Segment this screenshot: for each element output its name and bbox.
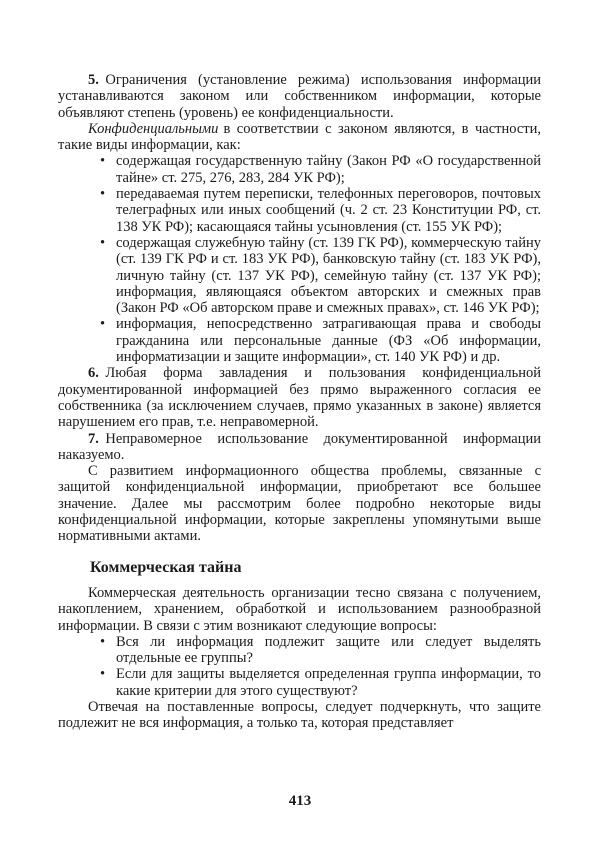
bullet-icon: • xyxy=(100,234,106,251)
list-item-question-1 xyxy=(58,634,541,667)
text-block xyxy=(58,72,541,732)
paragraph-commercial-activity xyxy=(58,585,541,634)
list-item-state-secret xyxy=(58,153,541,186)
paragraph-item-7 xyxy=(58,431,541,464)
list-item-text: Вся ли информация подлежит защите или следует выделять отдельные ее группы? xyxy=(116,633,541,667)
paragraph-number: 6. xyxy=(88,365,99,382)
emphasized-term: Конфиденциальными xyxy=(88,120,219,137)
paragraph-text: С развитием информационного общества проблемы, связанные с защитой конфиденциальной информации, приобретают все большее значение. Далее мы рассмотрим более подробно некоторые виды конфиденциальной информации, которые закреплены упомянутыми выше нормативными актами. xyxy=(58,463,541,545)
page-number: 413 xyxy=(288,793,312,809)
paragraph-answering xyxy=(58,699,541,732)
section-heading-commercial-secret: Коммерческая тайна xyxy=(90,558,242,576)
paragraph-text: Ограничения (установление режима) использования информации устанавливаются законом или собственником информации, которые объявляют степень (уровень) ее конфиденциальности. xyxy=(58,72,541,121)
paragraph-number: 7. xyxy=(88,430,99,447)
paragraph-item-6 xyxy=(58,365,541,430)
bullet-icon: • xyxy=(100,316,106,333)
list-item-official-secret xyxy=(58,235,541,316)
paragraph-text: в соответствии с законом являются, в частности, такие виды информации, как: xyxy=(58,120,541,154)
list-item-personal-data xyxy=(58,316,541,365)
paragraph-text: Коммерческая деятельность организации тесно связана с получением, накоплением, хранением, обработкой и использованием разнообразной информации. В связи с этим возникают следующие вопросы: xyxy=(58,584,541,634)
list-item-text: Если для защиты выделяется определенная группа информации, то какие критерии для этого существуют? xyxy=(116,666,541,699)
list-item-text: содержащая государственную тайну (Закон РФ «О государственной тайне» ст. 275, 276, 283, 284 УК РФ); xyxy=(116,153,541,186)
bullet-icon: • xyxy=(100,153,106,170)
paragraph-item-5 xyxy=(58,72,541,121)
list-item-correspondence xyxy=(58,186,541,235)
paragraph-text: Любая форма завладения и пользования конфиденциальной документированной информацией без прямо выраженного согласия ее собственника (за исключением случаев, прямо указанных в законе) является нарушением его прав, т.е. неправомерной. xyxy=(58,365,541,431)
list-item-text: передаваемая путем переписки, телефонных переговоров, почтовых телеграфных или иных сообщений (ч. 2 ст. 23 Конституции РФ, ст. 138 УК РФ); касающаяся тайны усыновления (ст. 155 УК РФ); xyxy=(116,186,541,235)
paragraph-text: Отвечая на поставленные вопросы, следует подчеркнуть, что защите подлежит не вся информация, а только та, которая представляет xyxy=(58,698,541,732)
list-item-text: содержащая служебную тайну (ст. 139 ГК РФ), коммерческую тайну (ст. 139 ГК РФ и ст. 183 УК РФ), банковскую тайну (ст. 183 УК РФ), личную тайну (ст. 137 УК РФ), семейную тайну (ст. 137 УК РФ); информация, являющаяся объектом авторских и смежных прав (Закон РФ «Об авторском праве и смежных правах», ст. 146 УК РФ); xyxy=(116,234,541,317)
paragraph-text: Неправомерное использование документированной информации наказуемо. xyxy=(58,430,541,463)
list-item-question-2 xyxy=(58,666,541,699)
paragraph-number: 5. xyxy=(88,72,99,88)
paragraph-confidential-intro xyxy=(58,121,541,154)
paragraph-development xyxy=(58,463,541,544)
bullet-icon: • xyxy=(100,666,106,683)
bullet-icon: • xyxy=(100,186,106,203)
list-item-text: информация, непосредственно затрагивающая права и свободы гражданина или персональные данные (ФЗ «Об информации, информатизации и защите информации», ст. 140 УК РФ) и др. xyxy=(116,316,541,366)
bullet-icon: • xyxy=(100,633,106,650)
